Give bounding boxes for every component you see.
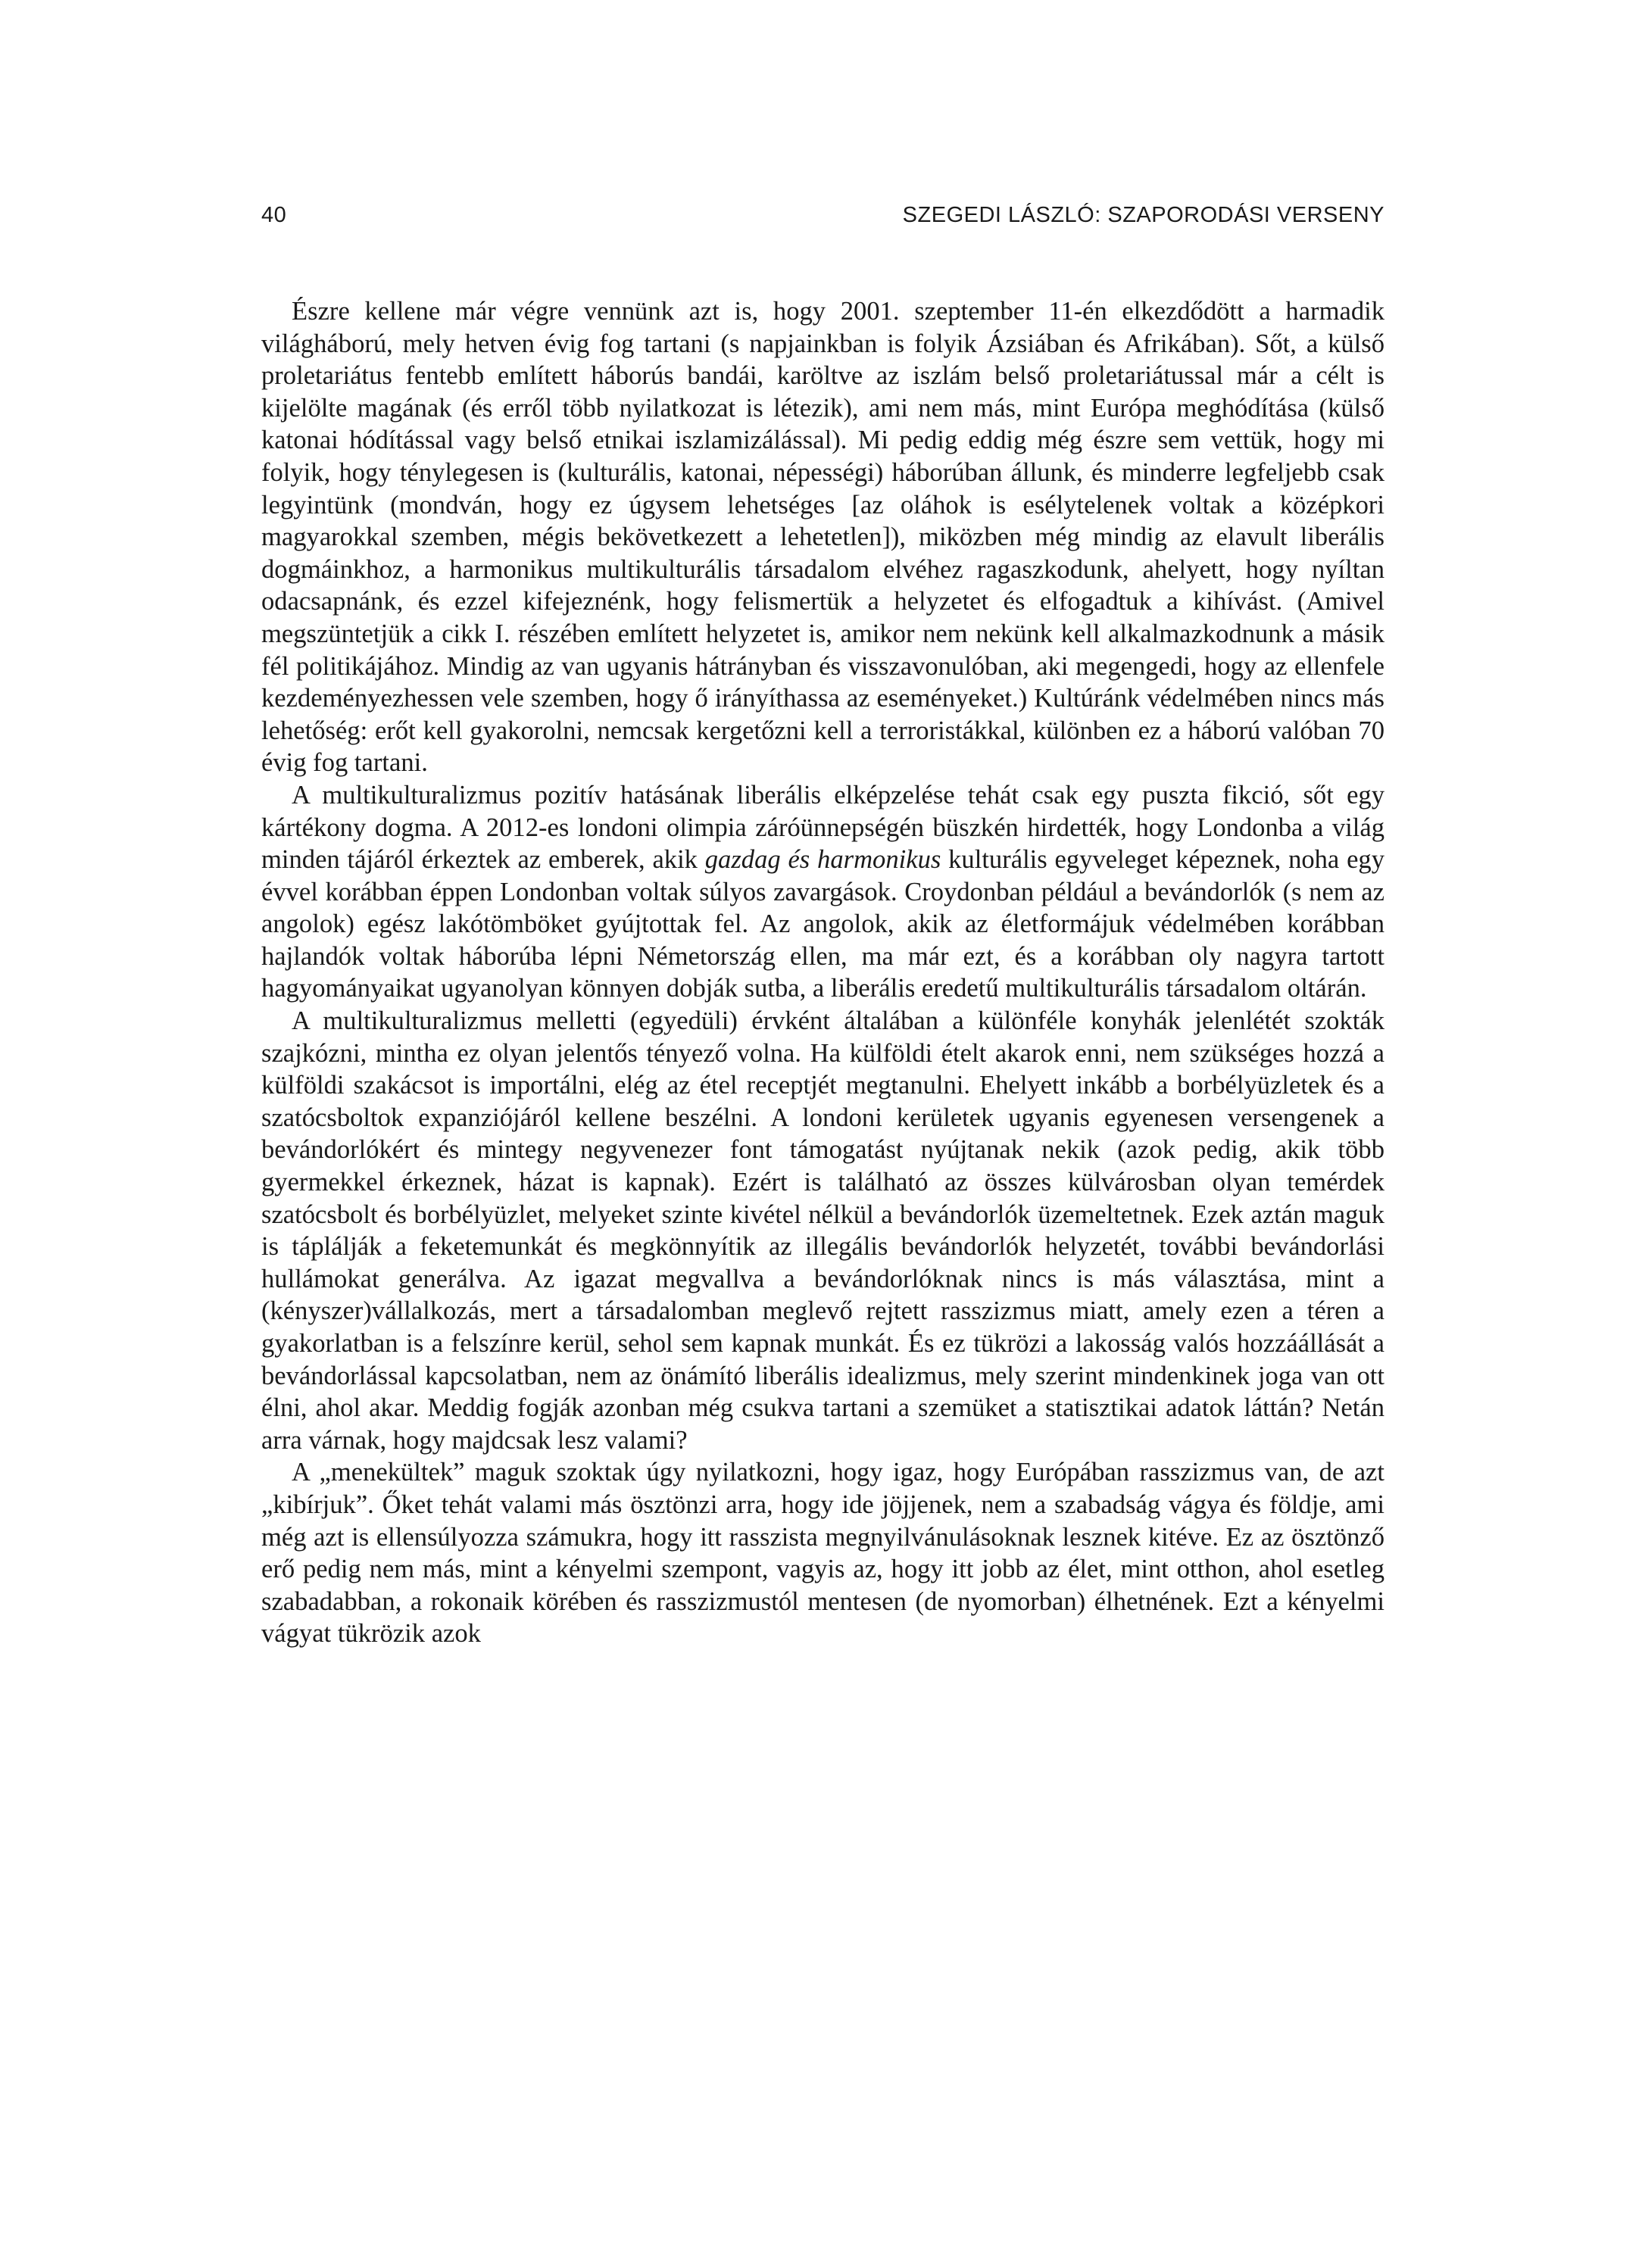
paragraph-1: Észre kellene már végre vennünk azt is, hogy 2001. szeptember 11-én elkezdődött a harmadik világháború, mely hetven évig fog tartani (s napjainkban is folyik Ázsiában és Afrikában). Sőt, a külső proletariátus fentebb említett háborús bandái, karöltve az iszlám belső proletariátussal már a célt is kijelölte magának (és erről több nyilatkozat is létezik), ami nem más, mint Európa meghódítása (külső katonai hódítással vagy belső etnikai iszlamizálással). Mi pedig eddig még észre sem vettük, hogy mi folyik, hogy ténylegesen is (kulturális, katonai, népességi) háborúban állunk, és minderre legfeljebb csak legyintünk (mondván, hogy ez úgysem lehetséges [az oláhok is esélytelenek voltak a középkori magyarokkal szemben, mégis bekövetkezett a lehetetlen]), miközben még mindig az elavult liberális dogmáinkhoz, a harmonikus multikulturális társadalom elvéhez ragaszkodunk, ahelyett, hogy nyíltan odacsapnánk, és ezzel kifejeznénk, hogy felismertük a helyzetet és elfogadtuk a kihívást. (Amivel megszüntetjük a cikk I. részében említett helyzetet is, amikor nem nekünk kell alkalmazkodnunk a másik fél politikájához. Mindig az van ugyanis hátrányban és visszavonulóban, aki megengedi, hogy az ellenfele kezdeményezhessen vele szemben, hogy ő irányíthassa az eseményeket.) Kultúránk védelmében nincs más lehetőség: erőt kell gyakorolni, nemcsak kergetőzni kell a terroristákkal, különben ez a háború valóban 70 évig fog tartani. — [261, 297, 1384, 778]
paragraph-2-emphasis: gazdag és harmonikus — [704, 845, 941, 875]
paragraph-2-text-after: kulturális egyveleget képeznek, noha egy évvel korábban éppen Londonban voltak súlyos zavargások. Croydonban például a bevándorlók (s nem az angolok) egész lakótömböket gyújtottak fel. Az angolok, akik az életformájuk védelmében korábban hajlandók voltak háborúba lépni Németország ellen, ma már ezt, és a korábban oly nagyra tartott hagyományaikat ugyanolyan könnyen dobják sutba, a liberális eredetű multikulturális társadalom oltárán. — [261, 845, 1384, 1003]
running-title: SZEGEDI LÁSZLÓ: SZAPORODÁSI VERSENY — [902, 203, 1384, 227]
paragraph-4: A „menekültek” maguk szoktak úgy nyilatkozni, hogy igaz, hogy Európában rasszizmus van, de azt „kibírjuk”. Őket tehát valami más ösztönzi arra, hogy ide jöjjenek, nem a szabadság vágya és földje, ami még azt is ellensúlyozza számukra, hogy itt rasszista megnyilvánulásoknak lesznek kitéve. Ez az ösztönző erő pedig nem más, mint a kényelmi szempont, vagyis az, hogy itt jobb az élet, mint otthon, ahol esetleg szabadabban, a rokonaik körében és rasszizmustól mentesen (de nyomorban) élhetnének. Ezt a kényelmi vágyat tükrözik azok — [261, 1458, 1384, 1649]
paragraph-3: A multikulturalizmus melletti (egyedüli) érvként általában a különféle konyhák jelenlétét szokták szajkózni, mintha ez olyan jelentős tényező volna. Ha külföldi ételt akarok enni, nem szükséges hozzá a külföldi szakácsot is importálni, elég az étel receptjét megtanulni. Ehelyett inkább a borbélyüzletek és a szatócsboltok expanziójáról kellene beszélni. A londoni kerületek ugyanis egyenesen versengenek a bevándorlókért és mintegy negyvenezer font támogatást nyújtanak nekik (azok pedig, akik több gyermekkel érkeznek, házat is kapnak). Ezért is található az összes külvárosban olyan temérdek szatócsbolt és borbélyüzlet, melyeket szinte kivétel nélkül a bevándorlók üzemeltetnek. Ezek aztán maguk is táplálják a feketemunkát és megkönnyítik az illegális bevándorlók helyzetét, további bevándorlási hullámokat generálva. Az igazat megvallva a bevándorlóknak nincs is más választása, mint a (kényszer)vállalkozás, mert a társadalomban meglevő rejtett rasszizmus miatt, amely ezen a téren a gyakorlatban is a felszínre kerül, sehol sem kapnak munkát. És ez tükrözi a lakosság valós hozzáállását a bevándorlással kapcsolatban, nem az önámító liberális idealizmus, mely szerint mindenkinek joga van ott élni, ahol akar. Meddig fogják azonban még csukva tartani a szemüket a statisztikai adatok láttán? Netán arra várnak, hogy majdcsak lesz valami? — [261, 1006, 1384, 1455]
page-number: 40 — [261, 203, 287, 227]
paragraph-2 — [261, 779, 1384, 1005]
running-header — [261, 203, 1384, 233]
article-body — [261, 295, 1384, 1650]
paragraph-2-text-before: A multikulturalizmus pozitív hatásának liberális elképzelése tehát csak egy puszta fikció, sőt egy kártékony dogma. A 2012-es londoni olimpia záróünnepségén büszkén hirdették, hogy Londonba a világ minden tájáról érkeztek az emberek, akik — [261, 780, 1384, 875]
